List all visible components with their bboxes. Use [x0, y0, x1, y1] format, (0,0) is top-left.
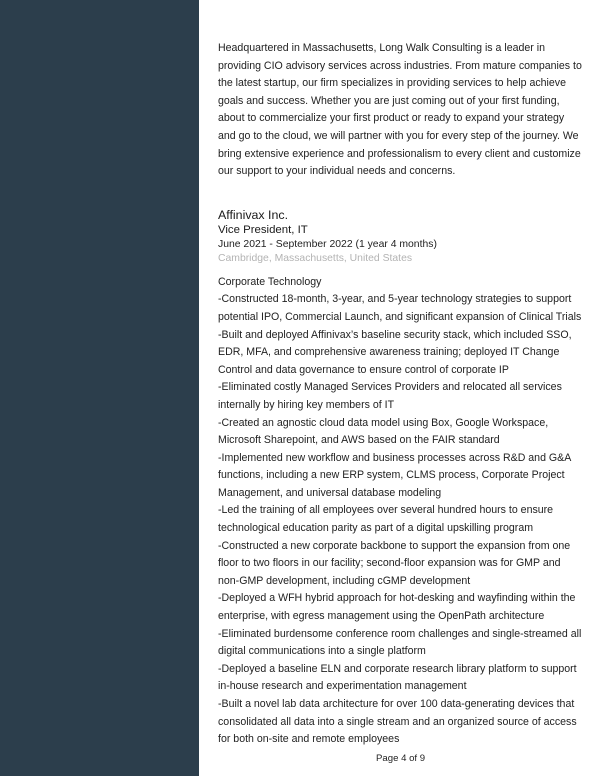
job-title: Vice President, IT — [218, 223, 308, 236]
job-section-heading: Corporate Technology — [218, 275, 322, 288]
job-bullet: -Built and deployed Affinivax’s baseline security stack, which included SSO, EDR, MFA, and comprehensive awareness training; deployed IT Change Control and data governance to ensure control of corporate IP — [218, 328, 572, 376]
job-location: Cambridge, Massachusetts, United States — [218, 252, 413, 264]
sidebar-panel — [0, 0, 199, 776]
main-content — [218, 40, 582, 749]
job-bullet: -Eliminated burdensome conference room challenges and single-streamed all digital communications into a single platform — [218, 627, 582, 658]
company-intro-paragraph: Headquartered in Massachusetts, Long Walk Consulting is a leader in providing CIO advisory services across industries. From mature companies to the latest startup, our firm specializes in providing services to help achieve goals and success. Whether you are just coming out of your first funding, about to commercialize your first product or ready to expand your strategy and go to the cloud, we will partner with you for every step of the journey. We bring extensive experience and professionalism to every client and customize our support to your individual needs and concerns. — [218, 42, 582, 178]
job-dates: June 2021 - September 2022 (1 year 4 months) — [218, 238, 437, 250]
job-bullet: -Deployed a WFH hybrid approach for hot-desking and wayfinding within the enterprise, with egress management using the OpenPath architecture — [218, 592, 576, 623]
job-bullet: -Implemented new workflow and business processes across R&D and G&A functions, including a new ERP system, CLMS process, Corporate Project Management, and universal database modeling — [218, 451, 571, 499]
job-bullet: -Led the training of all employees over several hundred hours to ensure technological education parity as part of a digital upskilling program — [218, 504, 554, 535]
job-bullet: -Eliminated costly Managed Services Providers and relocated all services internally by hiring key members of IT — [218, 381, 562, 411]
job-bullet-list — [218, 291, 582, 748]
job-bullet: -Built a novel lab data architecture for over 100 data-generating devices that consolidated all data into a single stream and an organized source of access for both on-site and remote employees — [218, 698, 577, 746]
job-company: Affinivax Inc. — [218, 207, 289, 222]
job-bullet: -Constructed 18-month, 3-year, and 5-year technology strategies to support potential IPO, Commercial Launch, and significant expansion of Clinical Trials — [218, 293, 582, 323]
job-bullet: -Constructed a new corporate backbone to support the expansion from one floor to two floors in our facility; second-floor expansion was for GMP and non-GMP development, including cGMP development — [218, 539, 571, 587]
page-number: Page 4 of 9 — [376, 753, 426, 764]
job-bullet: -Created an agnostic cloud data model using Box, Google Workspace, Microsoft Sharepoint, and AWS based on the FAIR standard — [218, 416, 549, 447]
job-bullet: -Deployed a baseline ELN and corporate research library platform to support in-house research and experimentation management — [218, 662, 577, 693]
